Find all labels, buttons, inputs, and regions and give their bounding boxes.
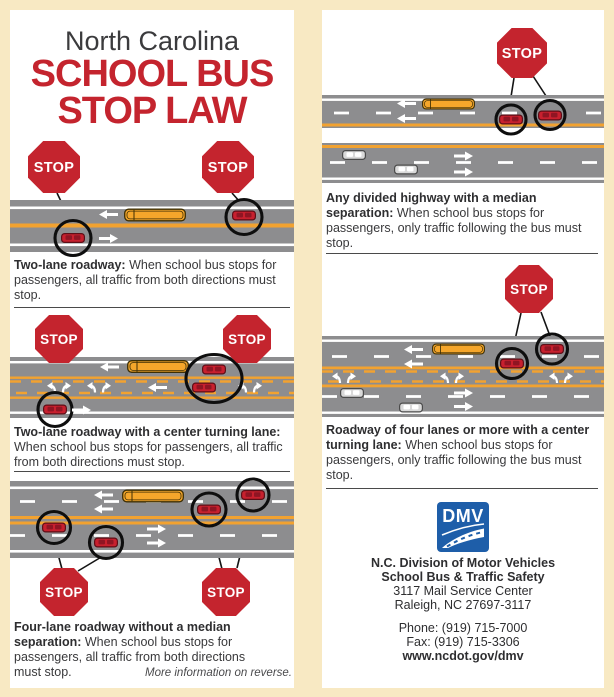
- stopped-car-icon: [203, 365, 226, 374]
- stopped-car-icon: [541, 345, 564, 354]
- school-bus-icon: [423, 99, 475, 109]
- caption-two-lane: [14, 258, 290, 303]
- footer-address-line2: Raleigh, NC 27697-3117: [394, 598, 532, 612]
- dmv-logo-text: DMV: [442, 506, 484, 526]
- stopped-car-icon: [500, 115, 523, 124]
- dmv-logo: [437, 502, 489, 552]
- school-bus-icon: [433, 344, 485, 354]
- stop-sign: [505, 265, 553, 313]
- diagram-two-lane-center-turn: [10, 313, 294, 431]
- divider: [14, 307, 290, 308]
- left-column: [10, 10, 294, 688]
- diagram-two-lane: [10, 140, 294, 256]
- caption-body: When school bus stops for passengers, only traffic following the bus must stop.: [326, 206, 582, 250]
- title-block: [10, 26, 294, 130]
- caption-body: When school bus stops for passengers, all traffic from both directions must stop.: [14, 440, 283, 469]
- diagram-four-lane: [10, 477, 294, 619]
- footer-org-name: N.C. Division of Motor Vehicles: [370, 556, 556, 570]
- stopped-car-icon: [198, 505, 221, 514]
- stop-sign-label: STOP: [501, 46, 543, 62]
- stop-sign-label: STOP: [33, 160, 75, 176]
- caption-divided-highway: [326, 191, 602, 251]
- oncoming-car-icon: [400, 403, 423, 412]
- caption-body: When school bus stops for passengers, only traffic following the bus must stop.: [326, 438, 582, 482]
- footer-address-line1: 3117 Mail Service Center: [393, 584, 533, 598]
- diagram-four-lane-center-turn: [322, 260, 604, 420]
- caption-center-turn: [14, 425, 290, 470]
- footer-website: www.ncdot.gov/dmv: [402, 649, 524, 663]
- page-title-line1: SCHOOL BUS: [30, 53, 274, 95]
- stop-sign-label: STOP: [510, 282, 548, 297]
- more-info-note: More information on reverse.: [144, 667, 292, 679]
- stop-sign: [202, 568, 250, 616]
- stop-sign: [28, 141, 80, 193]
- stopped-car-icon: [95, 538, 118, 547]
- school-bus-icon: [128, 361, 189, 373]
- page-title-line2: STOP LAW: [57, 90, 247, 132]
- diagram-divided-highway: [322, 18, 604, 186]
- oncoming-car-icon: [395, 165, 418, 174]
- caption-body: When school bus stops for passengers, all traffic from both directions must stop.: [14, 258, 277, 302]
- divider: [326, 488, 598, 489]
- stopped-car-icon: [193, 383, 216, 392]
- footer-contact-block: [322, 556, 604, 663]
- divider: [14, 471, 290, 472]
- divider: [326, 253, 598, 254]
- page-subtitle: North Carolina: [64, 26, 240, 56]
- oncoming-car-icon: [343, 151, 366, 160]
- caption-heading: Two-lane roadway:: [14, 258, 126, 272]
- right-column: [322, 10, 604, 688]
- caption-four-lane-center-turn: [326, 423, 602, 483]
- stop-sign-label: STOP: [207, 160, 249, 176]
- stopped-car-icon: [242, 491, 265, 500]
- stop-sign: [202, 141, 254, 193]
- stop-sign-label: STOP: [45, 585, 83, 600]
- footer-phone: Phone: (919) 715-7000: [398, 621, 528, 635]
- caption-heading: Four-lane roadway without a median separation:: [14, 620, 231, 649]
- caption-heading: Any divided highway with a median separation:: [326, 191, 537, 220]
- stopped-car-icon: [501, 359, 524, 368]
- stopped-car-icon: [62, 234, 85, 243]
- caption-body: When school bus stops for passengers, all traffic from both directions must stop.: [14, 635, 246, 679]
- school-bus-icon: [123, 490, 184, 502]
- school-bus-icon: [125, 209, 186, 221]
- caption-heading: Roadway of four lanes or more with a center turning lane:: [326, 423, 590, 452]
- caption-heading: Two-lane roadway with a center turning lane:: [14, 425, 281, 439]
- connector-line: [541, 312, 550, 336]
- stop-sign: [40, 568, 88, 616]
- stop-sign: [35, 315, 83, 363]
- stopped-car-icon: [44, 405, 67, 414]
- stop-sign-label: STOP: [228, 332, 266, 347]
- stopped-car-icon: [233, 211, 256, 220]
- footer-fax: Fax: (919) 715-3306: [406, 635, 520, 649]
- oncoming-car-icon: [341, 389, 364, 398]
- stopped-car-icon: [43, 523, 66, 532]
- stop-sign-label: STOP: [40, 332, 78, 347]
- footer-dept-name: School Bus & Traffic Safety: [381, 570, 545, 584]
- stop-sign: [497, 28, 547, 78]
- stop-sign: [223, 315, 271, 363]
- stopped-car-icon: [539, 111, 562, 120]
- stop-sign-label: STOP: [207, 585, 245, 600]
